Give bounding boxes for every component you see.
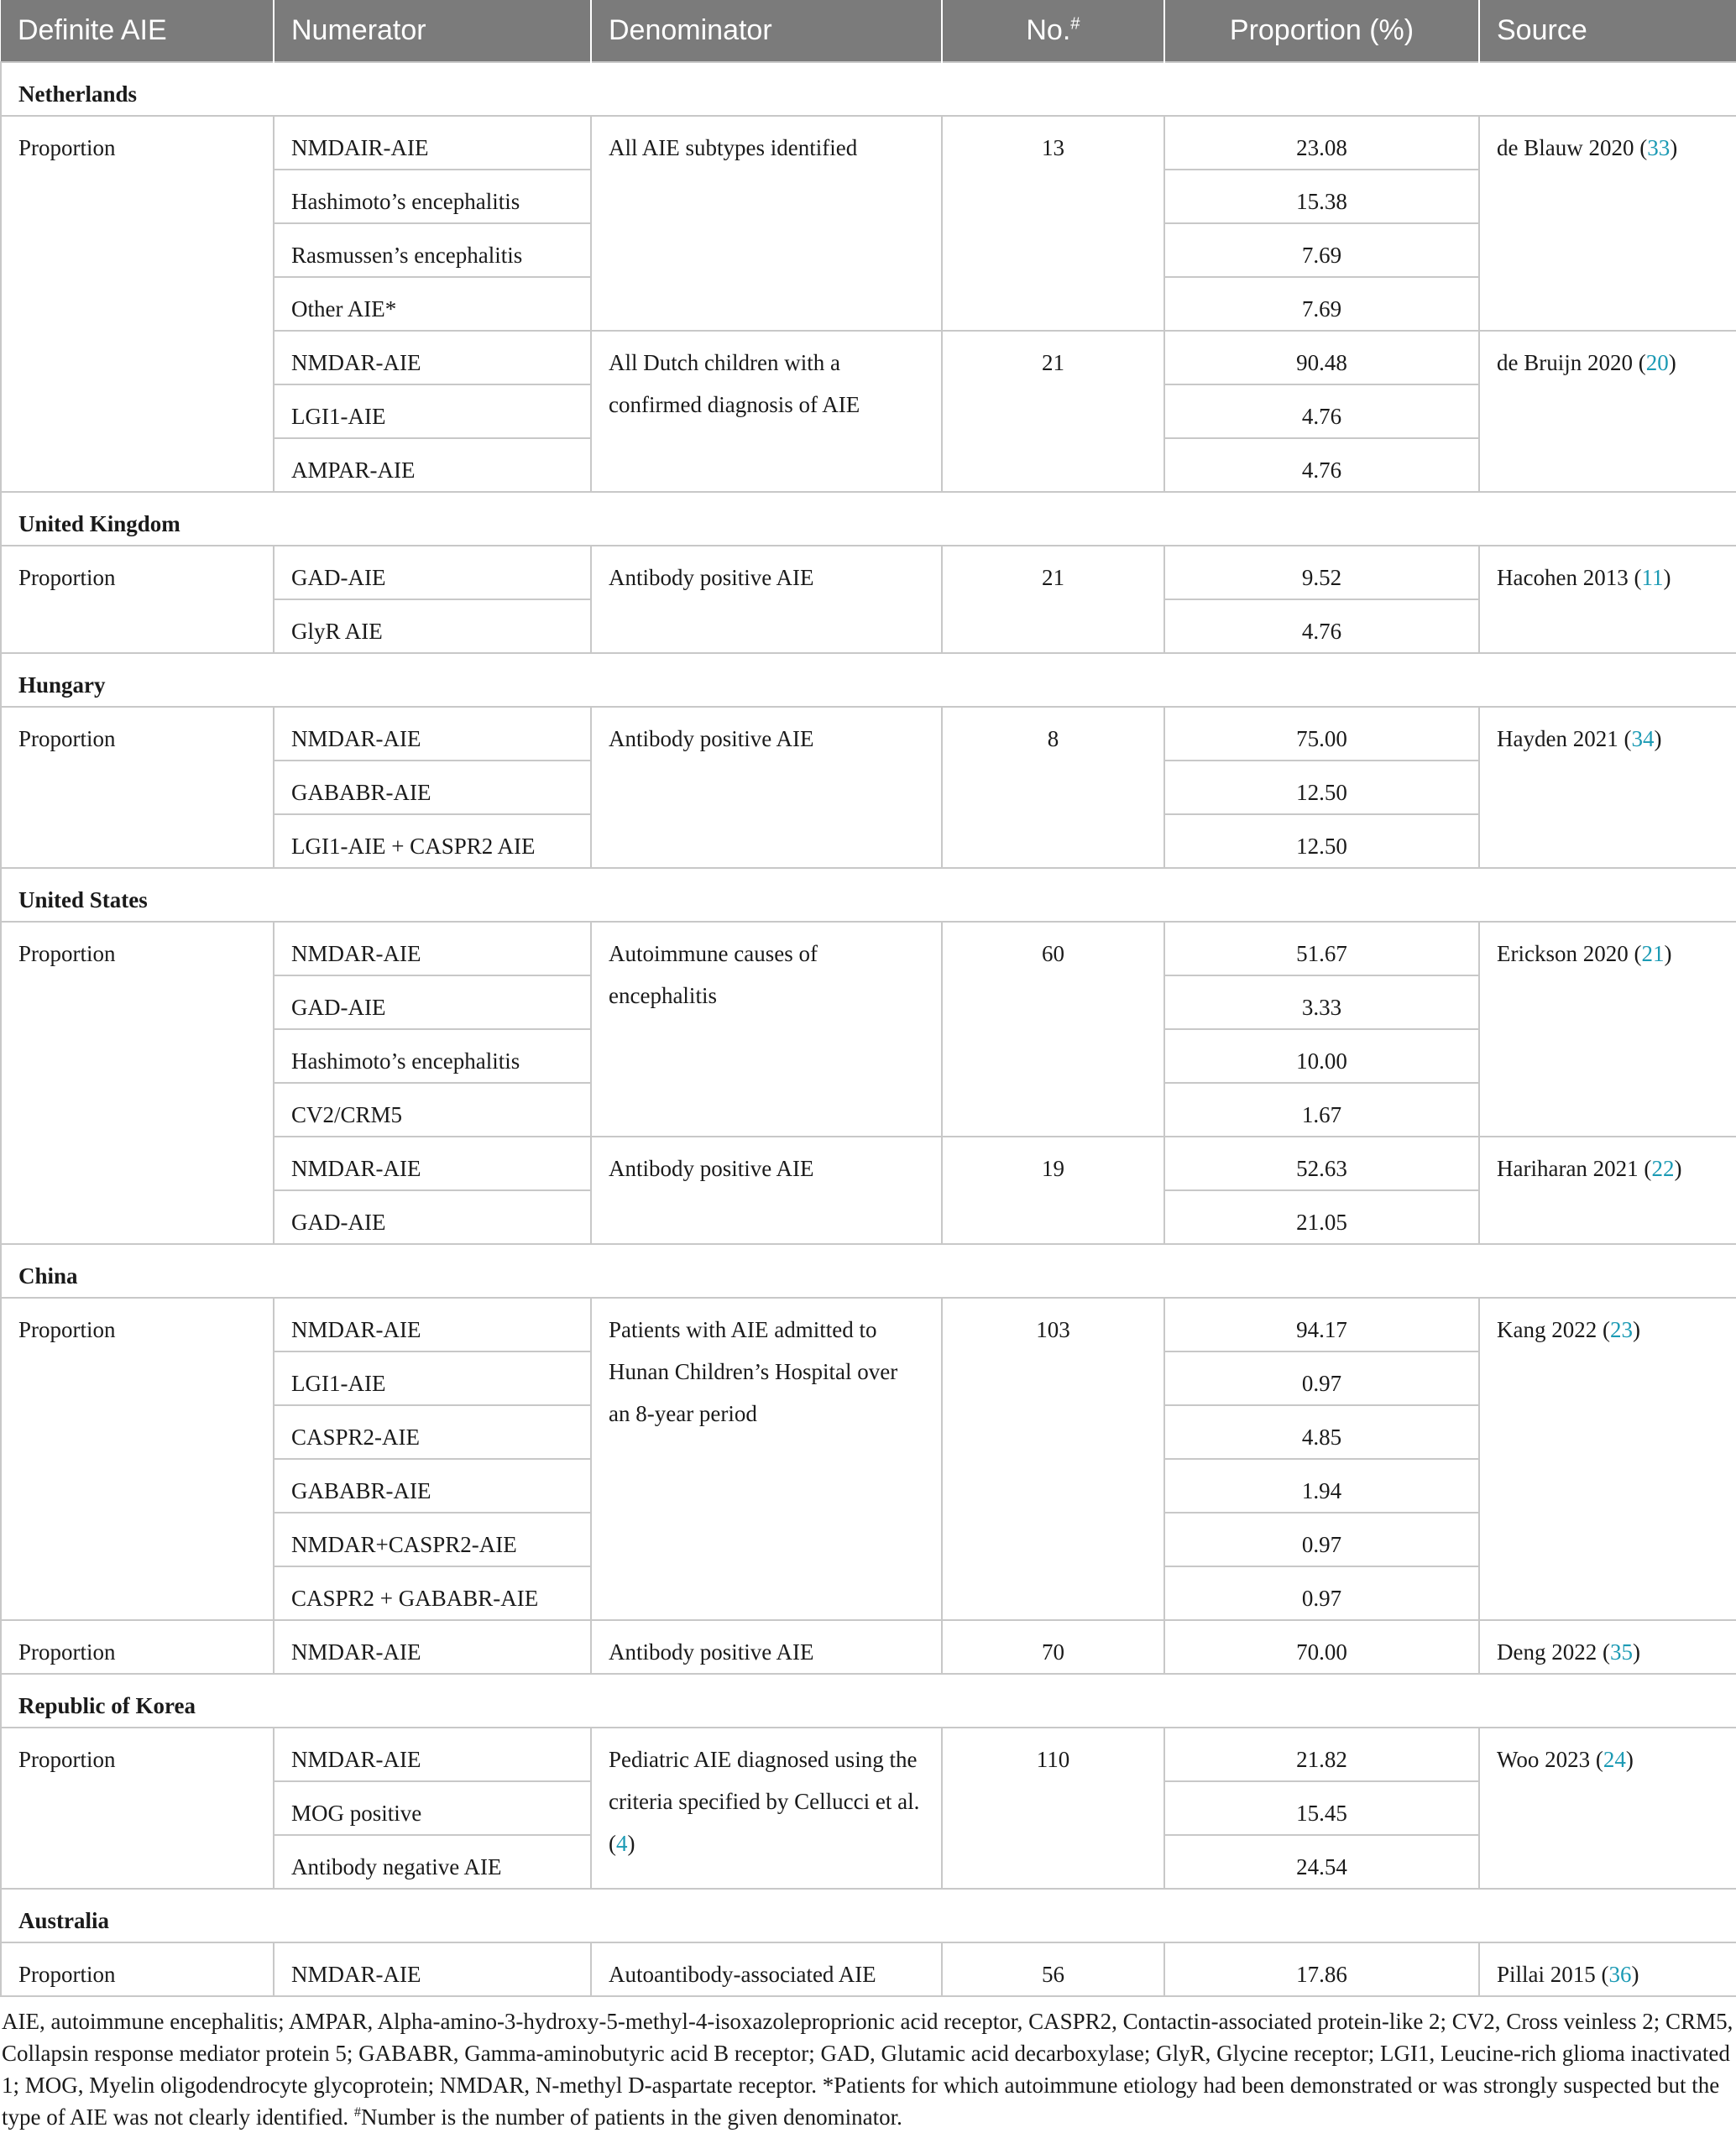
proportion-cell: 15.38 [1164,170,1479,223]
country-hungary: Hungary [1,653,1736,707]
source-cell: de Bruijn 2020 (20) [1479,331,1736,492]
denominator-cell: Autoantibody-associated AIE [591,1942,942,1996]
reference-link[interactable]: 23 [1609,1317,1633,1342]
table-footnote [0,1997,1736,2133]
row-label: Proportion [1,1942,274,1996]
proportion-cell: 4.76 [1164,384,1479,438]
proportion-cell: 4.76 [1164,438,1479,492]
source-cell: Hariharan 2021 (22) [1479,1137,1736,1244]
numerator-cell: NMDAR-AIE [274,1728,591,1781]
numerator-cell: GAD-AIE [274,975,591,1029]
header-row [1,0,1736,62]
numerator-cell: LGI1-AIE [274,384,591,438]
numerator-cell: NMDAR-AIE [274,1298,591,1351]
row-label: Proportion [1,1298,274,1620]
reference-link[interactable]: 35 [1609,1639,1633,1665]
proportion-cell: 0.97 [1164,1513,1479,1566]
denominator-cell: Antibody positive AIE [591,1137,942,1244]
numerator-cell: GAD-AIE [274,1190,591,1244]
header-definite-aie: Definite AIE [1,0,274,62]
proportion-cell: 0.97 [1164,1351,1479,1405]
denominator-cell: Autoimmune causes of encephalitis [591,922,942,1137]
numerator-cell: CV2/CRM5 [274,1083,591,1137]
country-china: China [1,1244,1736,1298]
proportion-cell: 10.00 [1164,1029,1479,1083]
header-number-label: No. [1026,14,1071,46]
reference-link[interactable]: 4 [616,1831,628,1856]
proportion-cell: 7.69 [1164,223,1479,277]
row-label: Proportion [1,546,274,653]
header-source: Source [1479,0,1736,62]
proportion-cell: 21.05 [1164,1190,1479,1244]
proportion-cell: 9.52 [1164,546,1479,599]
proportion-cell: 4.85 [1164,1405,1479,1459]
numerator-cell: Hashimoto’s encephalitis [274,1029,591,1083]
proportion-cell: 3.33 [1164,975,1479,1029]
number-cell: 21 [942,331,1164,492]
proportion-cell: 52.63 [1164,1137,1479,1190]
reference-link[interactable]: 22 [1651,1156,1675,1181]
number-cell: 70 [942,1620,1164,1674]
source-cell: de Blauw 2020 (33) [1479,116,1736,331]
numerator-cell: LGI1-AIE [274,1351,591,1405]
reference-link[interactable]: 34 [1631,726,1655,751]
proportion-cell: 1.67 [1164,1083,1479,1137]
number-cell: 56 [942,1942,1164,1996]
table-row [1,922,1736,975]
numerator-cell: Hashimoto’s encephalitis [274,170,591,223]
proportion-cell: 12.50 [1164,761,1479,814]
denominator-cell: All Dutch children with a confirmed diagnosis of AIE [591,331,942,492]
denominator-cell: Pediatric AIE diagnosed using the criteria specified by Cellucci et al. (4) [591,1728,942,1889]
denominator-cell: Antibody positive AIE [591,546,942,653]
numerator-cell: NMDAR-AIE [274,1620,591,1674]
numerator-cell: NMDAR+CASPR2-AIE [274,1513,591,1566]
number-cell: 8 [942,707,1164,868]
numerator-cell: GAD-AIE [274,546,591,599]
table-row [1,1728,1736,1781]
table-row [1,546,1736,599]
number-cell: 60 [942,922,1164,1137]
footnote-text: AIE, autoimmune encephalitis; AMPAR, Alpha-amino-3-hydroxy-5-methyl-4-isoxazoleproprionic acid receptor, CASPR2, Contactin-associated protein-like 2; CV2, Cross veinless 2; CRM5, Collapsin response mediator protein 5; GABABR, Gamma-aminobutyric acid B receptor; GAD, Glutamic acid decarboxylase; GlyR, Glycine receptor; LGI1, Leucine-rich glioma inactivated 1; MOG, Myelin oligodendrocyte glycoprotein; NMDAR, N-methyl D-aspartate receptor. *Patients for which autoimmune etiology had been demonstrated or was strongly suspected but the type of AIE was not clearly identified. [2,2009,1733,2130]
country-korea: Republic of Korea [1,1674,1736,1728]
row-label: Proportion [1,1620,274,1674]
proportion-cell: 1.94 [1164,1459,1479,1513]
header-number [942,0,1164,62]
source-cell: Hayden 2021 (34) [1479,707,1736,868]
proportion-cell: 94.17 [1164,1298,1479,1351]
denominator-cell: Antibody positive AIE [591,707,942,868]
reference-link[interactable]: 33 [1647,135,1671,160]
numerator-cell: MOG positive [274,1781,591,1835]
header-number-mark: # [1070,14,1080,34]
numerator-cell: NMDAR-AIE [274,1137,591,1190]
number-cell: 21 [942,546,1164,653]
proportion-cell: 24.54 [1164,1835,1479,1889]
numerator-cell: GABABR-AIE [274,761,591,814]
denominator-cell: All AIE subtypes identified [591,116,942,331]
country-row [1,1674,1736,1728]
country-row [1,868,1736,922]
header-proportion: Proportion (%) [1164,0,1479,62]
reference-link[interactable]: 24 [1603,1747,1626,1772]
number-cell: 13 [942,116,1164,331]
numerator-cell: Antibody negative AIE [274,1835,591,1889]
proportion-cell: 90.48 [1164,331,1479,384]
country-row [1,62,1736,116]
country-row [1,653,1736,707]
row-label: Proportion [1,922,274,1244]
footnote-mark: # [353,2104,361,2120]
numerator-cell: NMDAR-AIE [274,331,591,384]
table-row [1,116,1736,170]
country-row [1,1889,1736,1942]
country-australia: Australia [1,1889,1736,1942]
proportion-cell: 21.82 [1164,1728,1479,1781]
proportion-cell: 0.97 [1164,1566,1479,1620]
source-cell: Kang 2022 (23) [1479,1298,1736,1620]
denominator-cell: Antibody positive AIE [591,1620,942,1674]
country-row [1,492,1736,546]
numerator-cell: NMDAIR-AIE [274,116,591,170]
numerator-cell: NMDAR-AIE [274,707,591,761]
numerator-cell: GABABR-AIE [274,1459,591,1513]
row-label: Proportion [1,707,274,868]
source-cell: Erickson 2020 (21) [1479,922,1736,1137]
reference-link[interactable]: 20 [1645,350,1669,375]
reference-link[interactable]: 11 [1641,565,1664,590]
denominator-cell: Patients with AIE admitted to Hunan Children’s Hospital over an 8-year period [591,1298,942,1620]
proportion-cell: 17.86 [1164,1942,1479,1996]
country-uk: United Kingdom [1,492,1736,546]
numerator-cell: CASPR2-AIE [274,1405,591,1459]
proportion-cell: 75.00 [1164,707,1479,761]
table-row [1,1620,1736,1674]
reference-link[interactable]: 36 [1608,1962,1632,1987]
numerator-cell: NMDAR-AIE [274,1942,591,1996]
footnote-text-2: Number is the number of patients in the given denominator. [360,2104,902,2130]
header-numerator: Numerator [274,0,591,62]
source-cell: Pillai 2015 (36) [1479,1942,1736,1996]
table-row [1,707,1736,761]
numerator-cell: Rasmussen’s encephalitis [274,223,591,277]
proportion-cell: 23.08 [1164,116,1479,170]
proportion-cell: 51.67 [1164,922,1479,975]
country-netherlands: Netherlands [1,62,1736,116]
reference-link[interactable]: 21 [1641,941,1665,966]
header-denominator: Denominator [591,0,942,62]
numerator-cell: GlyR AIE [274,599,591,653]
number-cell: 19 [942,1137,1164,1244]
source-cell: Deng 2022 (35) [1479,1620,1736,1674]
source-cell: Woo 2023 (24) [1479,1728,1736,1889]
numerator-cell: NMDAR-AIE [274,922,591,975]
proportion-cell: 7.69 [1164,277,1479,331]
numerator-cell: LGI1-AIE + CASPR2 AIE [274,814,591,868]
number-cell: 110 [942,1728,1164,1889]
proportion-cell: 70.00 [1164,1620,1479,1674]
proportion-cell: 15.45 [1164,1781,1479,1835]
proportion-cell: 4.76 [1164,599,1479,653]
country-us: United States [1,868,1736,922]
row-label: Proportion [1,1728,274,1889]
numerator-cell: CASPR2 + GABABR-AIE [274,1566,591,1620]
numerator-cell: Other AIE* [274,277,591,331]
numerator-cell: AMPAR-AIE [274,438,591,492]
proportion-cell: 12.50 [1164,814,1479,868]
number-cell: 103 [942,1298,1164,1620]
country-row [1,1244,1736,1298]
source-cell: Hacohen 2013 (11) [1479,546,1736,653]
row-label: Proportion [1,116,274,492]
table-row [1,1298,1736,1351]
table-row [1,1942,1736,1996]
